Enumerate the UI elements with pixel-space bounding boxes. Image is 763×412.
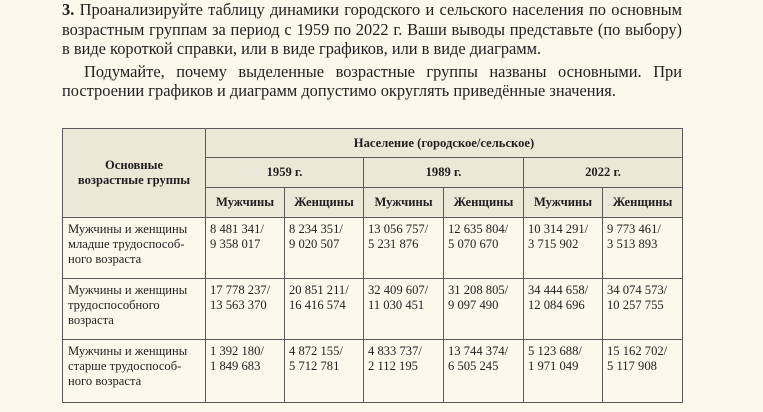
table-cell: 12 635 804/ 5 070 670 [444,218,524,279]
table-cell: 20 851 211/ 16 416 574 [285,279,364,340]
table-cell: 4 872 155/ 5 712 781 [285,340,364,403]
table-cell: 8 234 351/ 9 020 507 [285,218,364,279]
table-cell: 31 208 805/ 9 097 490 [444,279,524,340]
table-cell: 5 123 688/ 1 971 049 [524,340,603,403]
table-cell: 34 444 658/ 12 084 696 [524,279,603,340]
table-cell: 13 056 757/ 5 231 876 [364,218,444,279]
age-groups-header-line-1: Основные [104,158,164,172]
year-header-2022: 2022 г. [524,158,683,188]
year-header-1989: 1989 г. [364,158,524,188]
men-header-2022: Мужчины [524,188,603,218]
men-header-1989: Мужчины [364,188,444,218]
row-label: Мужчины и женщины старше трудоспособ- ного возраста [63,340,206,403]
table-row-over-working-age [63,340,683,403]
table-cell: 34 074 573/ 10 257 755 [603,279,683,340]
women-header-1959: Женщины [285,188,364,218]
task-paragraph-2: Подумайте, почему выделенные возрастные группы названы основными. При построении графиков и диаграмм допустимо округлять приведённые значения. [62,61,682,101]
row-label: Мужчины и женщины младше трудоспособ- ного возраста [63,218,206,279]
table-cell: 8 481 341/ 9 358 017 [206,218,285,279]
table-cell: 4 833 737/ 2 112 195 [364,340,444,403]
age-groups-header [63,129,206,218]
population-table [62,128,683,403]
year-header-1959: 1959 г. [206,158,364,188]
table-cell: 9 773 461/ 3 513 893 [603,218,683,279]
table-cell: 15 162 702/ 5 117 908 [603,340,683,403]
men-header-1959: Мужчины [206,188,285,218]
women-header-1989: Женщины [444,188,524,218]
row-label: Мужчины и женщины трудоспособного возраста [63,279,206,340]
task-paragraph-1 [62,0,682,59]
women-header-2022: Женщины [603,188,683,218]
task-text [62,0,682,101]
task-number: 3. [62,0,75,19]
task-text-1: Проанализируйте таблицу динамики городского и сельского населения по основным возрастным группам за период с 1959 по 2022 г. Ваши выводы представьте (по выбору) в виде короткой справки, или в виде графиков, или в виде диаграмм. [62,0,682,59]
table-cell: 32 409 607/ 11 030 451 [364,279,444,340]
table-row-under-working-age [63,218,683,279]
age-groups-header-line-2: возрастные группы [77,173,191,187]
population-header: Население (городское/сельское) [206,129,683,158]
table-cell: 17 778 237/ 13 563 370 [206,279,285,340]
table-row-working-age [63,279,683,340]
table-cell: 10 314 291/ 3 715 902 [524,218,603,279]
table-cell: 1 392 180/ 1 849 683 [206,340,285,403]
table-cell: 13 744 374/ 6 505 245 [444,340,524,403]
